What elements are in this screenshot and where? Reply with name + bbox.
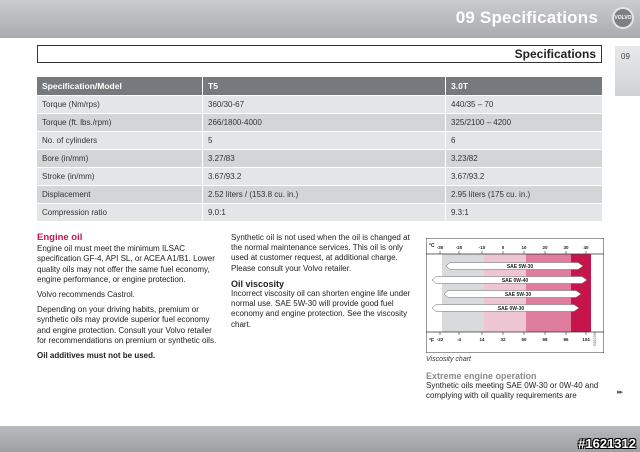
side-tab-label: 09	[621, 52, 630, 61]
celsius-tick-label: 20	[542, 245, 548, 250]
chapter-side-tab[interactable]	[615, 46, 640, 96]
section-title-box	[37, 45, 602, 63]
footer-bar	[0, 426, 640, 452]
table-cell: Stroke (in/mm)	[37, 168, 203, 186]
table-row	[37, 150, 603, 168]
table-header-row	[37, 77, 603, 96]
next-page-arrow-icon[interactable]: ▸▸	[616, 389, 622, 396]
table-cell: No. of cylinders	[37, 132, 203, 150]
extreme-operation-column	[426, 371, 606, 407]
celsius-tick-label: 0	[501, 245, 505, 250]
header-bar	[0, 0, 640, 38]
stock-id-watermark: #1621312	[578, 436, 636, 451]
celsius-tick-label: 10	[521, 245, 527, 250]
table-row	[37, 114, 603, 132]
table-cell: 6	[446, 132, 603, 150]
table-row	[37, 96, 603, 114]
table-row	[37, 168, 603, 186]
oil-viscosity-paragraph: Incorrect viscosity oil can shorten engine life under normal use. SAE 5W-30 will provide good fuel economy and engine protection. See the viscosity chart.	[231, 289, 411, 329]
table-cell: 266/1800-4000	[203, 114, 446, 132]
celsius-tick-label: -10	[478, 245, 486, 250]
celsius-tick-label: -30	[436, 245, 444, 250]
fahrenheit-tick-label: -22	[436, 337, 444, 342]
extreme-operation-text: Synthetic oils meeting SAE 0W-30 or 0W-40 and complying with oil quality requirements are	[426, 381, 599, 401]
table-header: T5	[203, 77, 446, 96]
table-cell: Torque (Nm/rps)	[37, 96, 203, 114]
table-cell: 9.3:1	[446, 204, 603, 222]
table-cell: Displacement	[37, 186, 203, 204]
table-row	[37, 204, 603, 222]
viscosity-chart	[426, 238, 604, 353]
viscosity-bar-label: SAE 5W-30	[504, 292, 532, 298]
celsius-tick-label: -20	[455, 245, 463, 250]
table-cell: 325/2100 – 4200	[446, 114, 603, 132]
volvo-logo-icon	[612, 7, 634, 29]
table-cell: Compression ratio	[37, 204, 203, 222]
synthetic-oil-column	[231, 233, 411, 335]
castrol-paragraph: Volvo recommends Castrol.	[37, 290, 135, 300]
chart-code: G021398	[593, 331, 597, 346]
table-row	[37, 132, 603, 150]
synthetic-oil-paragraph: Synthetic oil is not used when the oil is changed at the normal maintenance services. This oil is only used at customer request, at additional charge. Please consult your Volvo retailer.	[231, 233, 410, 273]
table-cell: 9.0:1	[203, 204, 446, 222]
table-cell: 3.23/82	[446, 150, 603, 168]
fahrenheit-tick-label: 14	[479, 337, 485, 342]
celsius-unit: °C	[429, 243, 435, 249]
table-cell: 3.27/83	[203, 150, 446, 168]
fahrenheit-tick-label: -4	[456, 337, 462, 342]
engine-oil-column	[37, 233, 217, 366]
section-title: Specifications	[514, 47, 596, 61]
premium-oil-paragraph: Depending on your driving habits, premium or synthetic oils may provide superior fuel economy and engine protection. Consult your Volvo retailer for recommendations on premium or synthetic oils.	[37, 305, 217, 345]
celsius-tick-label: 30	[563, 245, 569, 250]
viscosity-bar-label: SAE 0W-30	[497, 306, 525, 312]
table-header: Specification/Model	[37, 77, 203, 96]
table-row	[37, 186, 603, 204]
viscosity-bar-label: SAE 5W-30	[506, 264, 534, 270]
chapter-title: 09 Specifications	[455, 8, 598, 27]
fahrenheit-tick-label: 86	[563, 337, 569, 342]
celsius-tick-label: 40	[583, 245, 589, 250]
table-cell: 2.95 liters (175 cu. in.)	[446, 186, 603, 204]
spec-table	[37, 77, 603, 221]
fahrenheit-unit: °F	[429, 338, 435, 344]
fahrenheit-tick-label: 68	[542, 337, 548, 342]
table-header: 3.0T	[446, 77, 603, 96]
viscosity-chart-caption: Viscosity chart	[426, 356, 471, 363]
table-cell: 2.52 liters / (153.8 cu. in.)	[203, 186, 446, 204]
extreme-operation-heading: Extreme engine operation	[426, 371, 537, 381]
engine-oil-paragraph: Engine oil must meet the minimum ILSAC specification GF-4, API SL, or ACEA A1/B1. Lower quality oils may not offer the same fuel economy, engine performance, or engine protection.	[37, 244, 215, 284]
fahrenheit-tick-label: 104	[582, 337, 590, 342]
table-cell: 5	[203, 132, 446, 150]
fahrenheit-tick-label: 32	[500, 337, 506, 342]
additives-warning: Oil additives must not be used.	[37, 351, 156, 361]
table-cell: 3.67/93.2	[446, 168, 603, 186]
table-cell: 440/35 – 70	[446, 96, 603, 114]
oil-viscosity-heading: Oil viscosity	[231, 278, 285, 289]
table-cell: Torque (ft. lbs./rpm)	[37, 114, 203, 132]
logo-text: VOLVO	[614, 15, 632, 21]
fahrenheit-tick-label: 50	[521, 337, 527, 342]
table-cell: 360/30-67	[203, 96, 446, 114]
table-cell: Bore (in/mm)	[37, 150, 203, 168]
engine-oil-heading: Engine oil	[37, 232, 83, 243]
table-cell: 3.67/93.2	[203, 168, 446, 186]
viscosity-bar-label: SAE 0W-40	[501, 278, 529, 284]
